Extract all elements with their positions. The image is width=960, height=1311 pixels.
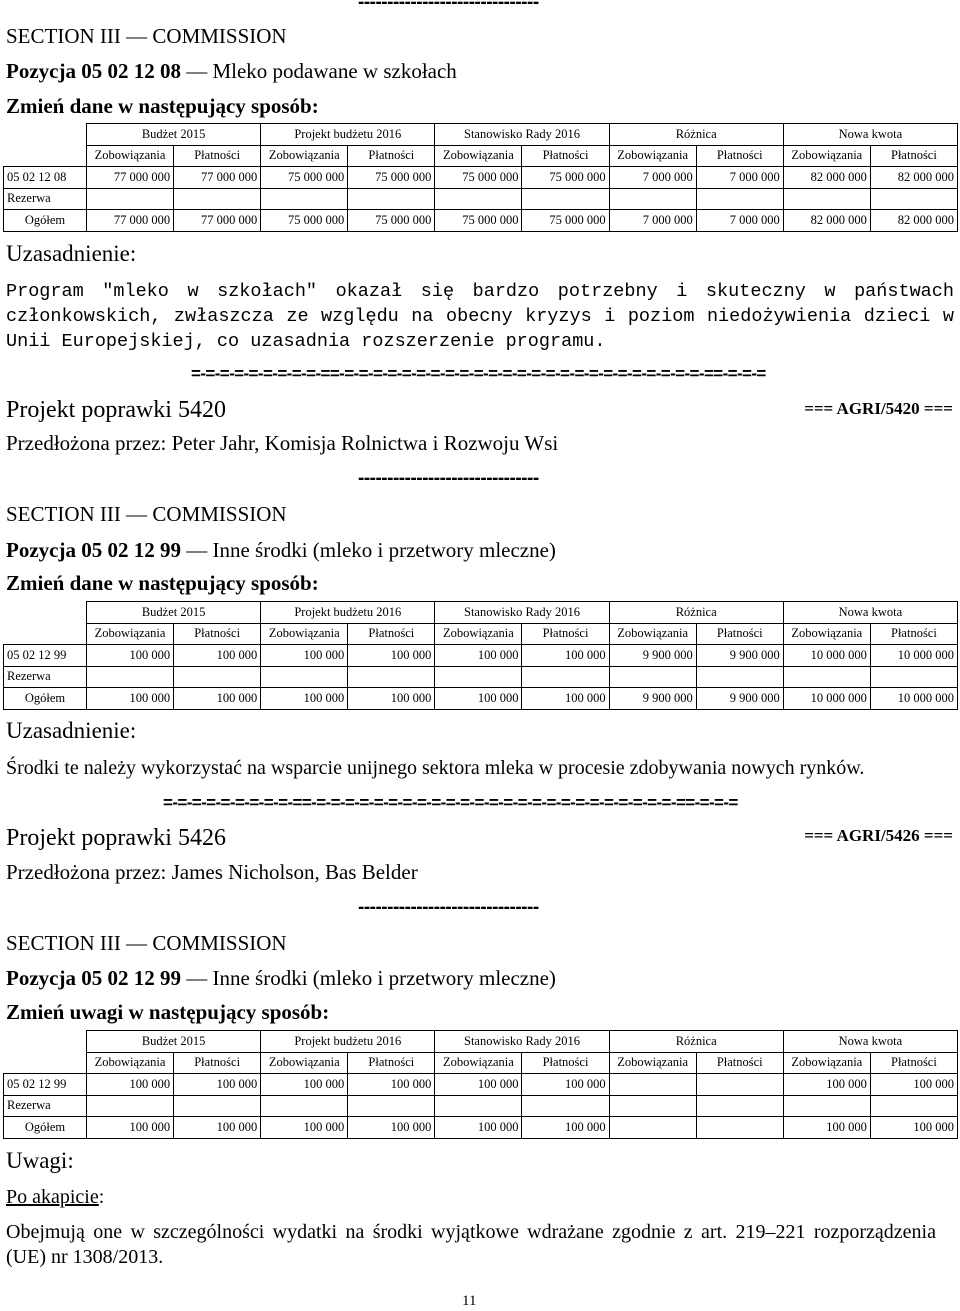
cell: 77 000 000: [174, 210, 261, 232]
dash-separator: -------------------------------: [358, 0, 539, 13]
table-header-sub: [4, 1052, 958, 1074]
cell: 100 000: [87, 645, 174, 667]
cell: [261, 666, 348, 688]
cell: 100 000: [348, 1074, 435, 1096]
cell: 100 000: [348, 1117, 435, 1139]
cell: 7 000 000: [609, 210, 696, 232]
cell: 100 000: [348, 688, 435, 710]
header-sub: Zobowiązania: [261, 623, 348, 645]
cell: [87, 1095, 174, 1117]
table-header-groups: [4, 1031, 958, 1053]
cell: [609, 1095, 696, 1117]
cell: 75 000 000: [522, 167, 609, 189]
header-sub: Płatności: [522, 1052, 609, 1074]
position-code: Pozycja 05 02 12 99: [6, 966, 181, 990]
cell: [696, 188, 783, 210]
header-sub: Zobowiązania: [261, 145, 348, 167]
cell: [522, 1095, 609, 1117]
cell: 100 000: [87, 1117, 174, 1139]
header-group: Projekt budżetu 2016: [261, 124, 435, 146]
cell: 75 000 000: [522, 210, 609, 232]
header-sub: Zobowiązania: [609, 623, 696, 645]
cell: [348, 188, 435, 210]
header-sub: Płatności: [348, 1052, 435, 1074]
header-sub: Zobowiązania: [435, 1052, 522, 1074]
header-group: Nowa kwota: [783, 1031, 957, 1053]
header-sub: Zobowiązania: [783, 145, 870, 167]
cell: [174, 666, 261, 688]
table-header-sub: [4, 623, 958, 645]
header-group: Różnica: [609, 124, 783, 146]
page-number: 11: [462, 1293, 477, 1309]
justification-heading: Uzasadnienie:: [6, 241, 137, 266]
table-row: [4, 1095, 958, 1117]
cell: 100 000: [174, 688, 261, 710]
cell: 75 000 000: [435, 210, 522, 232]
cell: [870, 666, 957, 688]
table-row: [4, 167, 958, 189]
cell: 100 000: [870, 1074, 957, 1096]
cell: [522, 188, 609, 210]
cell: [87, 188, 174, 210]
header-sub: Zobowiązania: [783, 1052, 870, 1074]
budget-table: [3, 123, 958, 232]
change-instruction: Zmień uwagi w następujący sposób:: [6, 1000, 330, 1024]
header-sub: Zobowiązania: [87, 623, 174, 645]
cell: [870, 188, 957, 210]
cell: [696, 1095, 783, 1117]
table-row-total: [4, 688, 958, 710]
header-sub: Zobowiązania: [609, 1052, 696, 1074]
amendment-title: Projekt poprawki 5426: [6, 825, 226, 851]
cell: 100 000: [261, 688, 348, 710]
remarks-text: Obejmują one w szczególności wydatki na środki wyjątkowe wdrażane zgodnie z art. 219–221 rozporządzenia (UE) nr 1308/2013.: [6, 1221, 936, 1268]
cell: 100 000: [522, 1074, 609, 1096]
cell: [261, 188, 348, 210]
header-sub: Płatności: [870, 623, 957, 645]
header-group: Stanowisko Rady 2016: [435, 602, 609, 624]
cell: 100 000: [435, 688, 522, 710]
header-sub: Zobowiązania: [87, 1052, 174, 1074]
budget-position: Pozycja 05 02 12 08 — Mleko podawane w szkołach: [6, 59, 457, 83]
header-sub: Płatności: [696, 1052, 783, 1074]
table-row: [4, 1074, 958, 1096]
header-group: Projekt budżetu 2016: [261, 602, 435, 624]
section-heading: SECTION III — COMMISSION: [6, 931, 287, 955]
table-row-total: [4, 210, 958, 232]
cell: 82 000 000: [870, 210, 957, 232]
amendment-title: Projekt poprawki 5420: [6, 397, 226, 423]
row-label: 05 02 12 08: [4, 167, 87, 189]
header-group: Budżet 2015: [87, 124, 261, 146]
budget-table: [3, 1030, 958, 1139]
table-row-total: [4, 1117, 958, 1139]
header-sub: Płatności: [174, 1052, 261, 1074]
cell: 10 000 000: [870, 645, 957, 667]
cell: 10 000 000: [783, 688, 870, 710]
cell: 9 900 000: [696, 688, 783, 710]
cell: [435, 1095, 522, 1117]
cell: 75 000 000: [261, 210, 348, 232]
cell: 100 000: [522, 1117, 609, 1139]
header-group: Różnica: [609, 602, 783, 624]
cell: [348, 1095, 435, 1117]
cell: 100 000: [87, 1074, 174, 1096]
header-group: Budżet 2015: [87, 602, 261, 624]
cell: 9 900 000: [609, 688, 696, 710]
change-instruction: Zmień dane w następujący sposób:: [6, 571, 319, 595]
dash-separator: -------------------------------: [358, 468, 539, 489]
cell: 100 000: [174, 645, 261, 667]
cell: [696, 1117, 783, 1139]
header-group: Stanowisko Rady 2016: [435, 1031, 609, 1053]
cell: 75 000 000: [435, 167, 522, 189]
header-sub: Zobowiązania: [435, 623, 522, 645]
cell: 100 000: [87, 688, 174, 710]
cell: 82 000 000: [783, 167, 870, 189]
cell: 7 000 000: [696, 210, 783, 232]
header-group: Projekt budżetu 2016: [261, 1031, 435, 1053]
row-label: Rezerwa: [4, 1095, 87, 1117]
header-sub: Zobowiązania: [609, 145, 696, 167]
table-row: [4, 645, 958, 667]
header-sub: Płatności: [522, 623, 609, 645]
header-sub: Zobowiązania: [261, 1052, 348, 1074]
header-group: Nowa kwota: [783, 124, 957, 146]
amendment-separator: =-=-=-=-=-=-=-=-=-==-=-=-=-=-=-=-=-=-=-=-=-=-=-=-=-=-=-=-=-=-=-=-=-=-=-==-=-=-=: [163, 793, 738, 812]
header-sub: Płatności: [522, 145, 609, 167]
section-heading: SECTION III — COMMISSION: [6, 24, 287, 48]
cell: [609, 666, 696, 688]
row-label: Ogółem: [4, 688, 87, 710]
table-row: [4, 188, 958, 210]
header-group: Budżet 2015: [87, 1031, 261, 1053]
cell: 100 000: [174, 1074, 261, 1096]
row-label: Ogółem: [4, 210, 87, 232]
cell: [870, 1095, 957, 1117]
row-label: Ogółem: [4, 1117, 87, 1139]
cell: 7 000 000: [696, 167, 783, 189]
header-sub: Płatności: [696, 145, 783, 167]
cell: [348, 666, 435, 688]
cell: 75 000 000: [348, 167, 435, 189]
cell: 9 900 000: [609, 645, 696, 667]
position-code: Pozycja 05 02 12 08: [6, 59, 181, 83]
header-sub: Płatności: [870, 145, 957, 167]
budget-position: Pozycja 05 02 12 99 — Inne środki (mleko i przetwory mleczne): [6, 538, 556, 562]
header-sub: Płatności: [348, 623, 435, 645]
cell: [435, 188, 522, 210]
cell: 10 000 000: [783, 645, 870, 667]
table-header-groups: [4, 602, 958, 624]
submitted-by: Przedłożona przez: Peter Jahr, Komisja Rolnictwa i Rozwoju Wsi: [6, 431, 559, 455]
header-sub: Płatności: [348, 145, 435, 167]
cell: 100 000: [261, 645, 348, 667]
header-sub: Płatności: [174, 145, 261, 167]
header-sub: Zobowiązania: [783, 623, 870, 645]
amendment-tag: === AGRI/5420 ===: [804, 399, 953, 418]
cell: 77 000 000: [87, 167, 174, 189]
cell: [174, 188, 261, 210]
cell: 100 000: [522, 645, 609, 667]
cell: [522, 666, 609, 688]
header-group: Nowa kwota: [783, 602, 957, 624]
cell: 77 000 000: [87, 210, 174, 232]
position-title: Mleko podawane w szkołach: [212, 59, 457, 83]
cell: 100 000: [783, 1117, 870, 1139]
cell: [783, 666, 870, 688]
cell: 7 000 000: [609, 167, 696, 189]
cell: 100 000: [435, 1117, 522, 1139]
position-code: Pozycja 05 02 12 99: [6, 538, 181, 562]
cell: 100 000: [261, 1117, 348, 1139]
cell: 82 000 000: [783, 210, 870, 232]
after-paragraph: [6, 1186, 104, 1209]
cell: [174, 1095, 261, 1117]
cell: [609, 1074, 696, 1096]
cell: 100 000: [435, 1074, 522, 1096]
cell: [696, 666, 783, 688]
row-label: 05 02 12 99: [4, 1074, 87, 1096]
justification-heading: Uzasadnienie:: [6, 718, 137, 743]
cell: 100 000: [435, 645, 522, 667]
amendment-tag: === AGRI/5426 ===: [804, 826, 953, 845]
table-row: [4, 666, 958, 688]
cell: [783, 1095, 870, 1117]
cell: [609, 1117, 696, 1139]
amendment-separator: =-=-=-=-=-=-=-=-=-==-=-=-=-=-=-=-=-=-=-=-=-=-=-=-=-=-=-=-=-=-=-=-=-=-=-==-=-=-=: [191, 364, 766, 383]
change-instruction: Zmień dane w następujący sposób:: [6, 94, 319, 118]
cell: [435, 666, 522, 688]
row-label: Rezerwa: [4, 188, 87, 210]
budget-table: [3, 601, 958, 710]
submitted-by: Przedłożona przez: James Nicholson, Bas Belder: [6, 860, 418, 884]
cell: 10 000 000: [870, 688, 957, 710]
position-title: Inne środki (mleko i przetwory mleczne): [212, 538, 556, 562]
cell: 9 900 000: [696, 645, 783, 667]
cell: 75 000 000: [261, 167, 348, 189]
table-header-sub: [4, 145, 958, 167]
justification-text: Program "mleko w szkołach" okazał się bardzo potrzebny i skuteczny w państwach członkowskich, zwłaszcza ze względu na obecny kryzys i poziom niedożywienia dzieci w Unii Europejskiej, co uzasadnia rozszerzenie programu.: [6, 281, 954, 352]
cell: 100 000: [174, 1117, 261, 1139]
row-label: Rezerwa: [4, 666, 87, 688]
budget-position: Pozycja 05 02 12 99 — Inne środki (mleko i przetwory mleczne): [6, 966, 556, 990]
header-sub: Płatności: [870, 1052, 957, 1074]
cell: [261, 1095, 348, 1117]
after-paragraph-label: Po akapicie: [6, 1186, 99, 1208]
cell: 100 000: [783, 1074, 870, 1096]
cell: 100 000: [348, 645, 435, 667]
cell: [696, 1074, 783, 1096]
header-group: Stanowisko Rady 2016: [435, 124, 609, 146]
position-title: Inne środki (mleko i przetwory mleczne): [212, 966, 556, 990]
cell: 100 000: [870, 1117, 957, 1139]
header-sub: Płatności: [174, 623, 261, 645]
table-header-groups: [4, 124, 958, 146]
remarks-heading: Uwagi:: [6, 1148, 74, 1173]
dash-separator: -------------------------------: [358, 897, 539, 918]
header-sub: Zobowiązania: [87, 145, 174, 167]
header-group: Różnica: [609, 1031, 783, 1053]
header-sub: Płatności: [696, 623, 783, 645]
cell: 75 000 000: [348, 210, 435, 232]
cell: 100 000: [522, 688, 609, 710]
cell: [609, 188, 696, 210]
header-sub: Zobowiązania: [435, 145, 522, 167]
cell: [783, 188, 870, 210]
cell: 82 000 000: [870, 167, 957, 189]
cell: [87, 666, 174, 688]
row-label: 05 02 12 99: [4, 645, 87, 667]
section-heading: SECTION III — COMMISSION: [6, 502, 287, 526]
cell: 77 000 000: [174, 167, 261, 189]
justification-text: Środki te należy wykorzystać na wsparcie unijnego sektora mleka w procesie zdobywania nowych rynków.: [6, 757, 865, 779]
cell: 100 000: [261, 1074, 348, 1096]
after-paragraph-colon: :: [98, 1186, 105, 1208]
